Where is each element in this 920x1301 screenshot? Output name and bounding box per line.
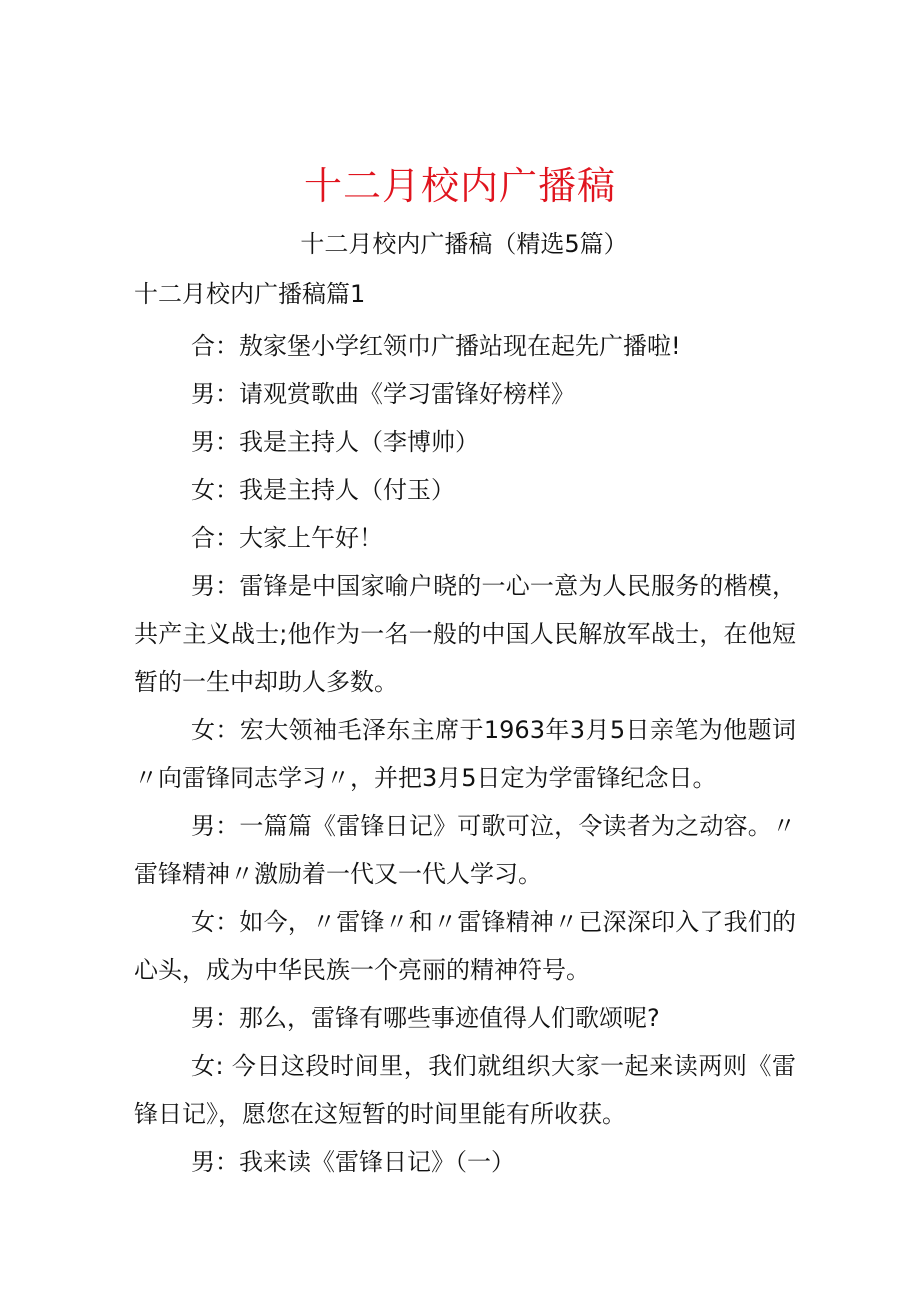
paragraph: 男：我是主持人（李博帅） <box>191 428 479 456</box>
paragraph: 合：敖家堡小学红领巾广播站现在起先广播啦! <box>191 332 681 360</box>
paragraph: 男：一篇篇《雷锋日记》可歌可泣，令读者为之动容。〃雷锋精神〃激励着一代又一代人学习。 <box>134 812 796 888</box>
paragraph: 女：如今，〃雷锋〃和〃雷锋精神〃已深深印入了我们的心头，成为中华民族一个亮丽的精神符号。 <box>134 908 796 984</box>
paragraph: 女：我是主持人（付玉） <box>191 476 455 504</box>
document-body <box>134 322 796 1186</box>
section-heading: 十二月校内广播稿篇1 <box>134 280 366 308</box>
paragraph: 女：宏大领袖毛泽东主席于1963年3月5日亲笔为他题词〃向雷锋同志学习〃，并把3月5日定为学雷锋纪念日。 <box>134 716 796 792</box>
paragraph: 男：我来读《雷锋日记》（一） <box>191 1148 515 1176</box>
paragraph: 女: 今日这段时间里，我们就组织大家一起来读两则《雷锋日记》，愿您在这短暂的时间里能有所收获。 <box>134 1052 796 1128</box>
paragraph: 男：那么，雷锋有哪些事迹值得人们歌颂呢? <box>191 1004 660 1032</box>
paragraph: 男：请观赏歌曲《学习雷锋好榜样》 <box>191 380 575 408</box>
paragraph: 男：雷锋是中国家喻户晓的一心一意为人民服务的楷模，共产主义战士;他作为一名一般的中国人民解放军战士，在他短暂的一生中却助人多数。 <box>134 572 796 696</box>
document-title: 十二月校内广播稿 <box>303 164 616 208</box>
document-subtitle: 十二月校内广播稿（精选5篇） <box>300 230 628 258</box>
paragraph: 合：大家上午好！ <box>191 524 383 552</box>
